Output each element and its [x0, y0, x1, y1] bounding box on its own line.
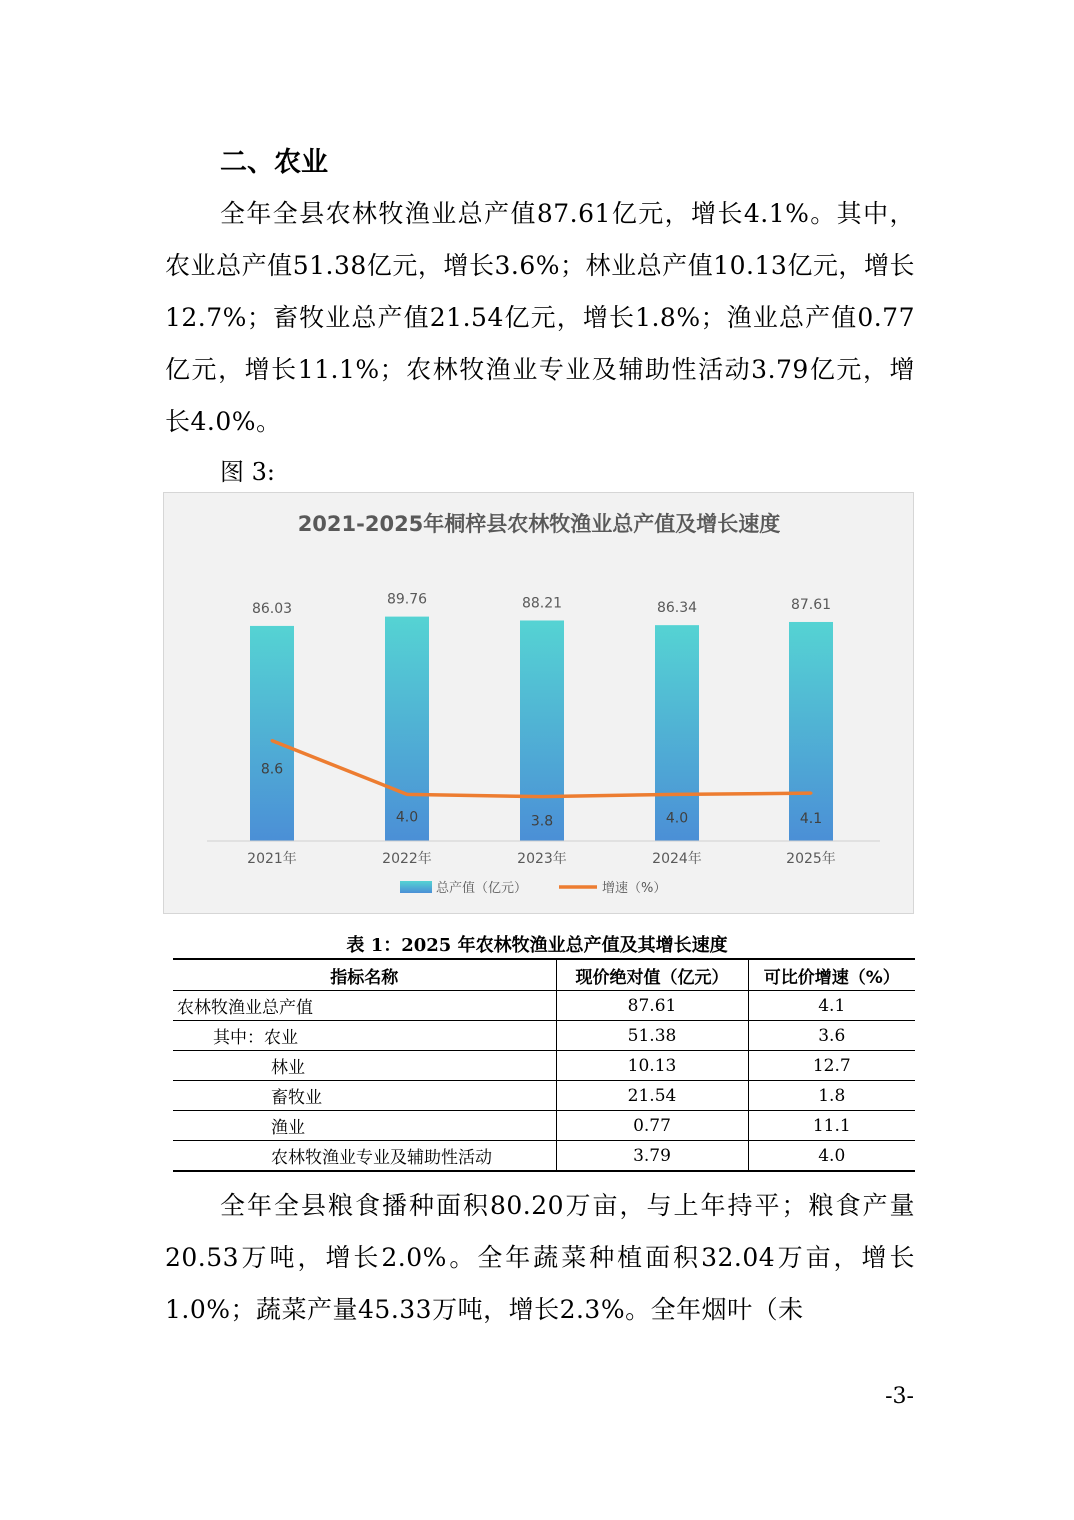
bar-value-label: 88.21: [521, 595, 563, 612]
bar-total-output: [655, 625, 699, 841]
legend-bar-label: 总产值（亿元）: [436, 881, 528, 896]
growth-value-label: 8.6: [260, 761, 284, 778]
legend-line-label: 增速（%）: [602, 881, 667, 896]
table-row: [173, 1141, 915, 1172]
page-number: -3-: [885, 1384, 914, 1409]
row-name: 畜牧业: [173, 1081, 556, 1111]
row-value: 87.61: [556, 991, 748, 1021]
row-value: 3.79: [556, 1141, 748, 1172]
growth-value-label: 3.8: [530, 813, 554, 830]
row-name: 其中：农业: [173, 1021, 556, 1051]
row-value: 21.54: [556, 1081, 748, 1111]
table-header-row: [173, 959, 915, 991]
row-value: 0.77: [556, 1111, 748, 1141]
row-name: 林业: [173, 1051, 556, 1081]
bar-value-label: 86.03: [251, 600, 293, 617]
row-growth: 4.0: [748, 1141, 915, 1172]
header-growth: 可比价增速（%）: [748, 959, 915, 991]
header-value: 现价绝对值（亿元）: [556, 959, 748, 991]
figure-label: 图 3:: [220, 458, 275, 486]
x-tick-label: 2022年: [382, 851, 432, 867]
bar-total-output: [520, 620, 564, 841]
row-name: 农林牧渔业专业及辅助性活动: [173, 1141, 556, 1172]
row-growth: 12.7: [748, 1051, 915, 1081]
growth-value-label: 4.0: [395, 809, 419, 826]
table-row: [173, 1051, 915, 1081]
growth-point: [810, 792, 813, 795]
growth-value-label: 4.1: [799, 811, 823, 828]
header-indicator: 指标名称: [173, 959, 556, 991]
growth-value-label: 4.0: [665, 810, 689, 827]
bar-total-output: [385, 617, 429, 841]
growth-point: [406, 793, 409, 796]
growth-point: [541, 795, 544, 798]
chart-title: 2021-2025年桐梓县农林牧渔业总产值及增长速度: [297, 512, 781, 536]
body-paragraph-2: 全年全县粮食播种面积80.20万亩，与上年持平；粮食产量20.53万吨，增长2.0%。全年蔬菜种植面积32.04万亩，增长1.0%；蔬菜产量45.33万吨，增长2.3%。全年烟叶（未: [165, 1191, 915, 1324]
table-row: [173, 1021, 915, 1051]
body-paragraph-1: 全年全县农林牧渔业总产值87.61亿元，增长4.1%。其中，农业总产值51.38亿元，增长3.6%；林业总产值10.13亿元，增长12.7%；畜牧业总产值21.54亿元，增长1.8%；渔业总产值0.77亿元，增长11.1%；农林牧渔业专业及辅助性活动3.79亿元，增长4.0%。: [165, 199, 915, 436]
row-growth: 3.6: [748, 1021, 915, 1051]
bar-value-label: 86.34: [656, 600, 698, 617]
table-row: [173, 1111, 915, 1141]
combo-chart: [164, 493, 915, 915]
section-heading: 二、农业: [220, 147, 328, 178]
row-value: 10.13: [556, 1051, 748, 1081]
x-tick-label: 2024年: [652, 851, 702, 867]
bar-total-output: [789, 622, 833, 841]
bar-value-label: 87.61: [790, 596, 832, 613]
row-growth: 1.8: [748, 1081, 915, 1111]
table-caption: 表 1：2025 年农林牧渔业总产值及其增长速度: [346, 935, 728, 956]
growth-point: [271, 739, 274, 742]
table-row: [173, 991, 915, 1021]
bar-total-output: [250, 626, 294, 841]
bar-value-label: 89.76: [386, 591, 428, 608]
row-name: 农林牧渔业总产值: [173, 991, 556, 1021]
x-tick-label: 2025年: [786, 851, 836, 867]
chart-container: [163, 492, 914, 914]
x-tick-label: 2021年: [247, 851, 297, 867]
data-table: [173, 958, 915, 1172]
row-growth: 11.1: [748, 1111, 915, 1141]
legend-bar-swatch: [400, 881, 432, 893]
row-value: 51.38: [556, 1021, 748, 1051]
x-tick-label: 2023年: [517, 851, 567, 867]
growth-point: [676, 793, 679, 796]
row-growth: 4.1: [748, 991, 915, 1021]
row-name: 渔业: [173, 1111, 556, 1141]
table-row: [173, 1081, 915, 1111]
chart-legend: [400, 880, 666, 896]
